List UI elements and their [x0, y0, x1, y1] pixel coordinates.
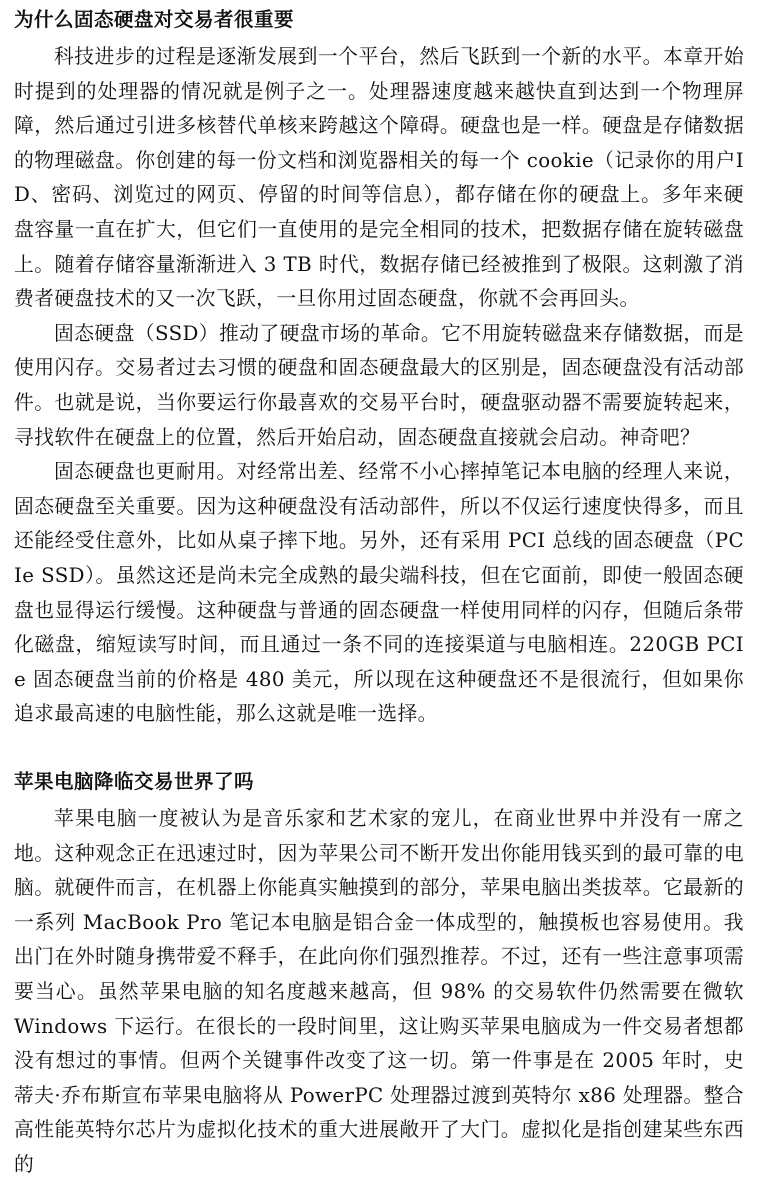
section-ssd: [14, 6, 744, 732]
paragraph: 固态硬盘也更耐用。对经常出差、经常不小心摔掉笔记本电脑的经理人来说，固态硬盘至关重要。因为这种硬盘没有活动部件，所以不仅运行速度快得多，而且还能经受住意外，比如从桌子摔下地。另外，还有采用 PCI 总线的固态硬盘（PCIe SSD）。虽然这还是尚未完全成熟的最尖端科技，但在它面前，即使一般固态硬盘也显得运行缓慢。这种硬盘与普通的固态硬盘一样使用同样的闪存，但随后条带化磁盘，缩短读写时间，而且通过一条不同的连接渠道与电脑相连。220GB PCIe 固态硬盘当前的价格是 480 美元，所以现在这种硬盘还不是很流行，但如果你追求最高速的电脑性能，那么这就是唯一选择。: [14, 460, 744, 726]
paragraph: 科技进步的过程是逐渐发展到一个平台，然后飞跃到一个新的水平。本章开始时提到的处理器的情况就是例子之一。处理器速度越来越快直到达到一个物理屏障，然后通过引进多核替代单核来跨越这个障碍。硬盘也是一样。硬盘是存储数据的物理磁盘。你创建的每一份文档和浏览器相关的每一个 cookie（记录你的用户ID、密码、浏览过的网页、停留的时间等信息），都存储在你的硬盘上。多年来硬盘容量一直在扩大，但它们一直使用的是完全相同的技术，把数据存储在旋转磁盘上。随着存储容量渐渐进入 3 TB 时代，数据存储已经被推到了极限。这刺激了消费者硬盘技术的又一次飞跃，一旦你用过固态硬盘，你就不会再回头。: [14, 45, 744, 311]
section-apple: [14, 768, 744, 1183]
section-heading-ssd: 为什么固态硬盘对交易者很重要: [14, 8, 295, 31]
paragraph: 固态硬盘（SSD）推动了硬盘市场的革命。它不用旋转磁盘来存储数据，而是使用闪存。交易者过去习惯的硬盘和固态硬盘最大的区别是，固态硬盘没有活动部件。也就是说，当你要运行你最喜欢的交易平台时，硬盘驱动器不需要旋转起来，寻找软件在硬盘上的位置，然后开始启动，固态硬盘直接就会启动。神奇吧？: [14, 321, 744, 449]
section-heading-apple: 苹果电脑降临交易世界了吗: [14, 770, 255, 793]
paragraph: 苹果电脑一度被认为是音乐家和艺术家的宠儿，在商业世界中并没有一席之地。这种观念正在迅速过时，因为苹果公司不断开发出你能用钱买到的最可靠的电脑。就硬件而言，在机器上你能真实触摸到的部分，苹果电脑出类拔萃。它最新的一系列 MacBook Pro 笔记本电脑是铝合金一体成型的，触摸板也容易使用。我出门在外时随身携带爱不释手，在此向你们强烈推荐。不过，还有一些注意事项需要当心。虽然苹果电脑的知名度越来越高，但 98% 的交易软件仍然需要在微软 Windows 下运行。在很长的一段时间里，这让购买苹果电脑成为一件交易者想都没有想过的事情。但两个关键事件改变了这一切。第一件事是在 2005 年时，史蒂夫·乔布斯宣布苹果电脑将从 PowerPC 处理器过渡到英特尔 x86 处理器。整合高性能英特尔芯片为虚拟化技术的重大进展敞开了大门。虚拟化是指创建某些东西的: [14, 807, 744, 1176]
